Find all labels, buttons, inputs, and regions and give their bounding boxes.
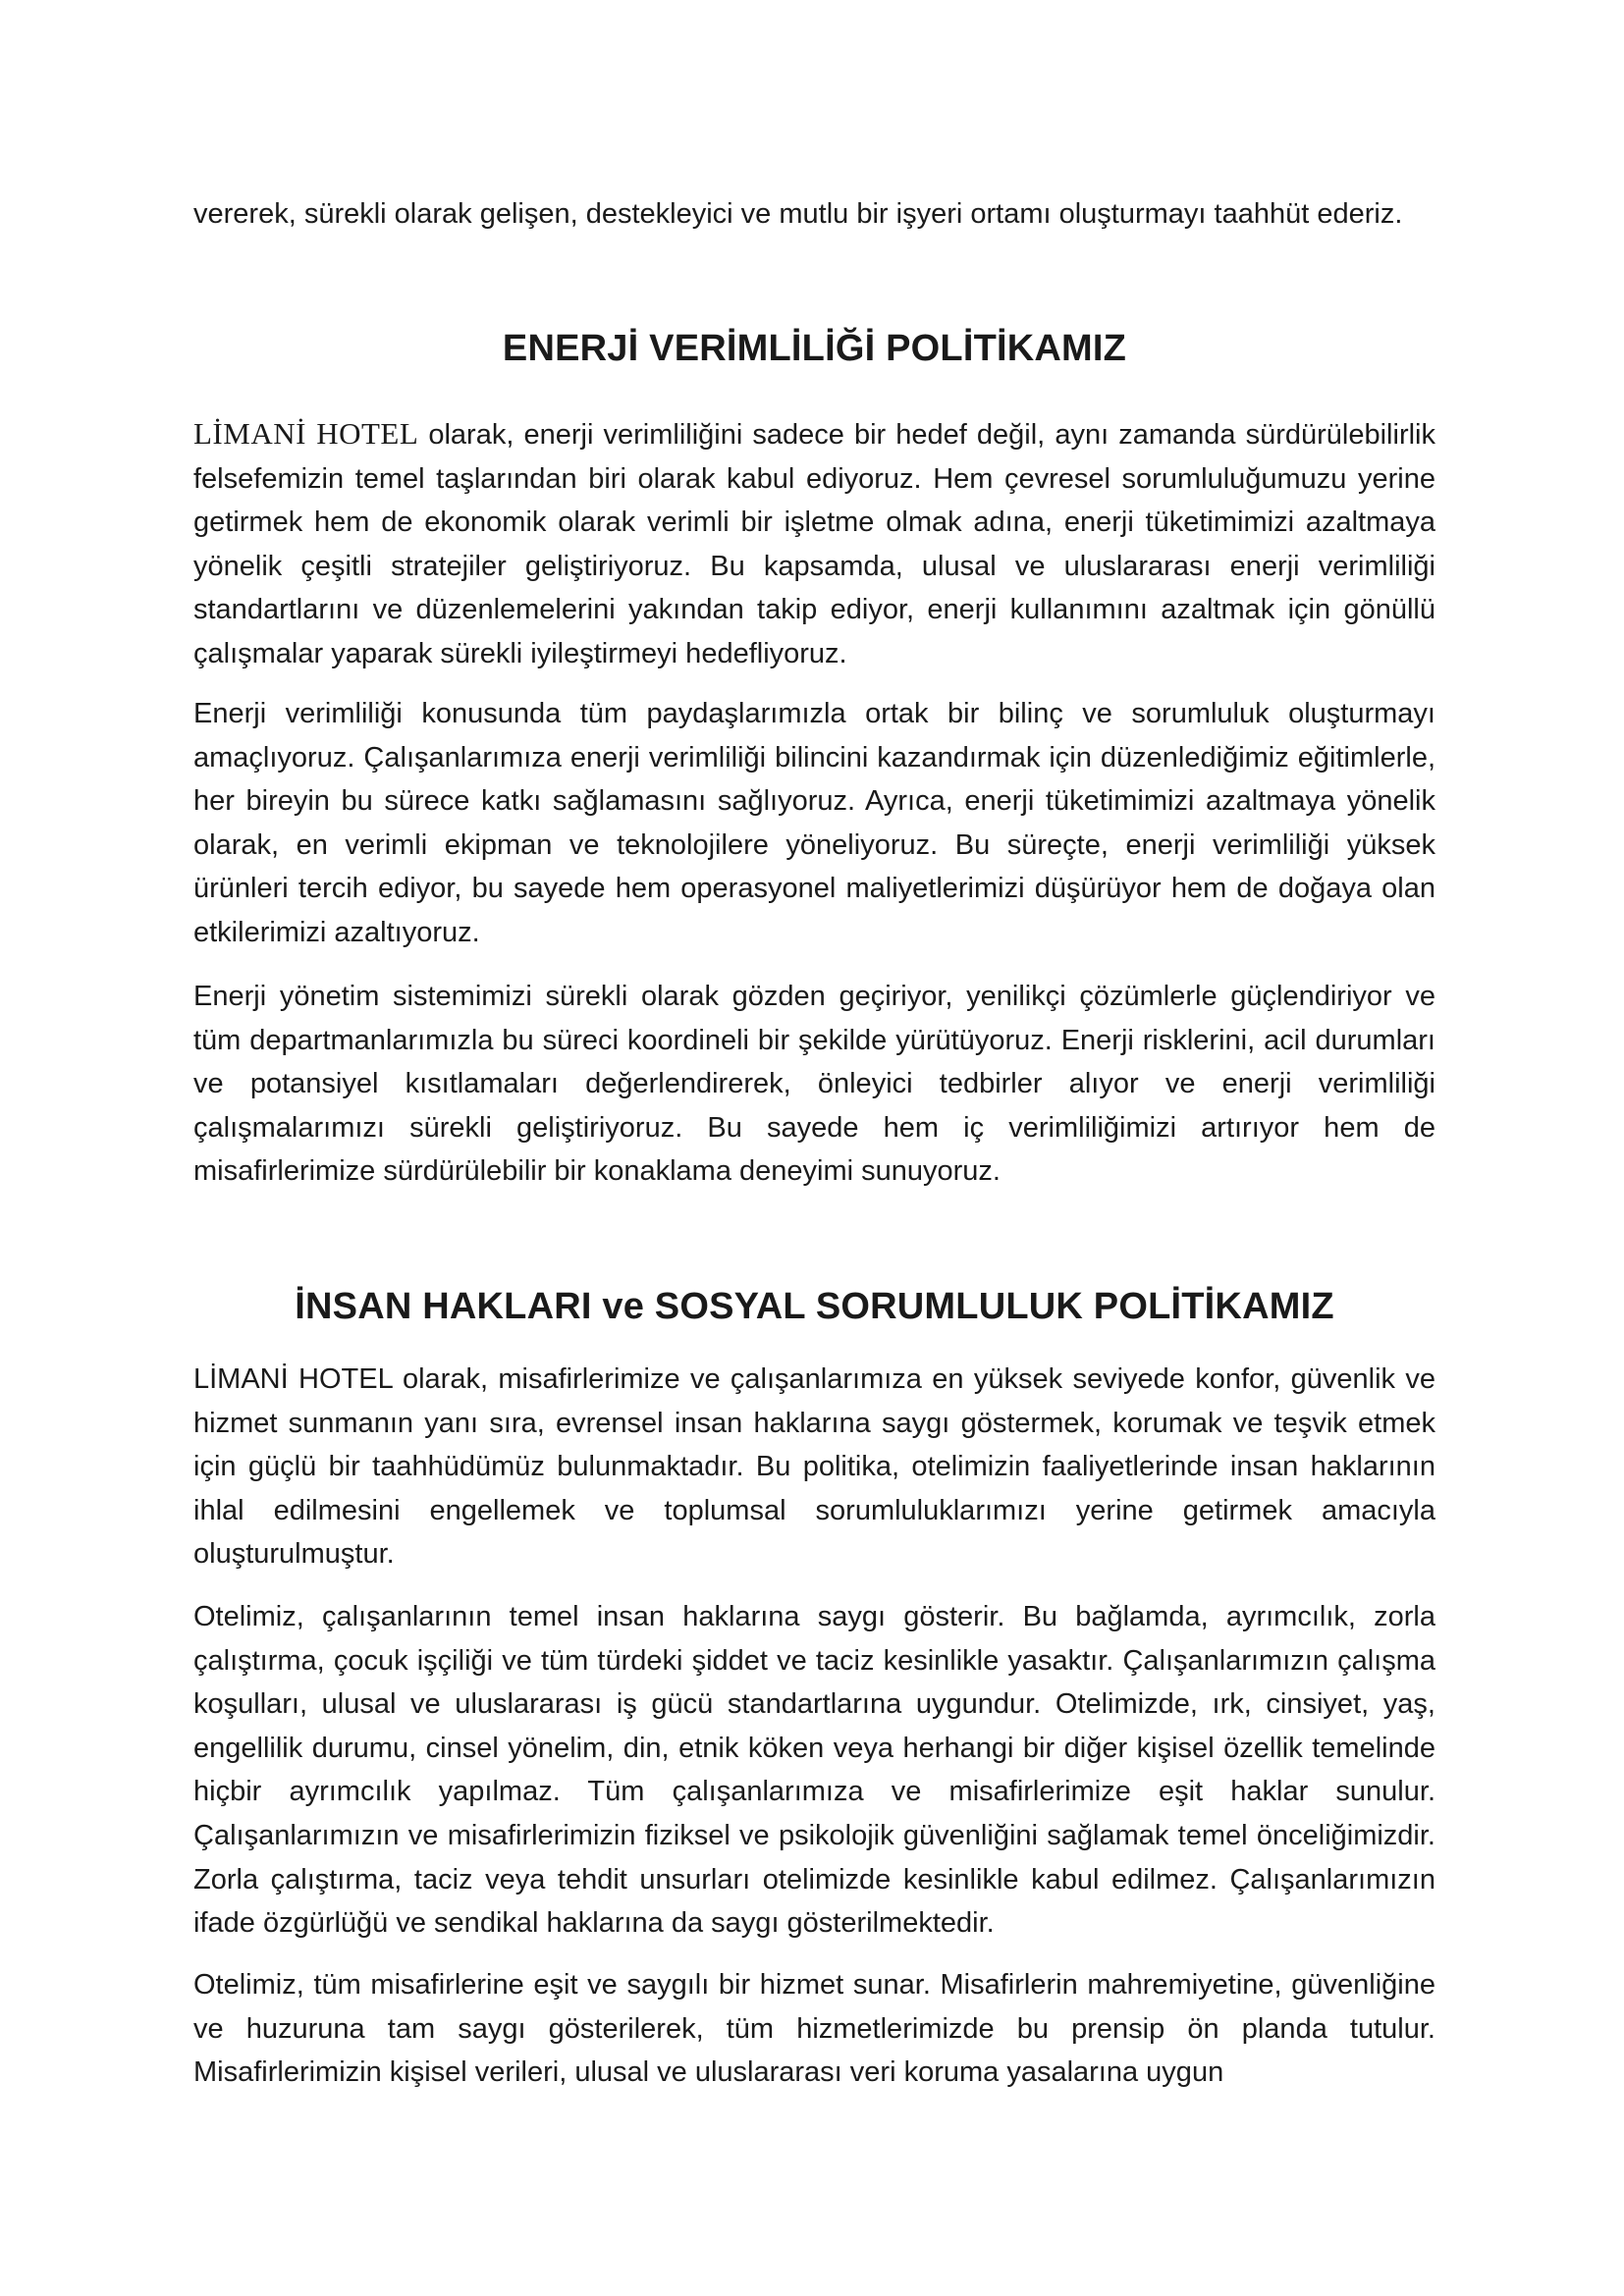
human-rights-paragraph-2: Otelimiz, çalışanlarının temel insan haklarına saygı gösterir. Bu bağlamda, ayrımcılık, zorla çalıştırma, çocuk işçiliği ve tüm türdeki şiddet ve taciz kesinlikle yasaktır. Çalışanlarımızın çalışma koşulları, ulusal ve uluslararası iş gücü standartlarına uygundur. Otelimizde, ırk, cinsiyet, yaş, engellilik durumu, cinsel yönelim, din, etnik köken veya herhangi bir diğer kişisel özellik temelinde hiçbir ayrımcılık yapılmaz. Tüm çalışanlarımıza ve misafirlerimize eşit haklar sunulur. Çalışanlarımızın ve misafirlerimizin fiziksel ve psikolojik güvenliğini sağlamak temel önceliğimizdir. Zorla çalıştırma, taciz veya tehdit unsurları otelimizde kesinlikle kabul edilmez. Çalışanlarımızın ifade özgürlüğü ve sendikal haklarına da saygı gösterilmektedir.	[193, 1601, 1435, 1940]
energy-section	[193, 412, 1435, 676]
human-rights-paragraph-3: Otelimiz, tüm misafirlerine eşit ve saygılı bir hizmet sunar. Misafirlerin mahremiyetine, güvenliğine ve huzuruna tam saygı gösterilerek, tüm hizmetlerimizde bu prensip ön planda tutulur. Misafirlerimizin kişisel verileri, ulusal ve uluslararası veri koruma yasalarına uygun	[193, 1969, 1435, 2089]
energy-paragraph-1-text: olarak, enerji verimliliğini sadece bir hedef değil, aynı zamanda sürdürülebilirlik felsefemizin temel taşlarından biri olarak kabul ediyoruz. Hem çevresel sorumluluğumuzu yerine getirmek hem de ekonomik olarak verimli bir işletme olmak adına, enerji tüketimimizi azaltmaya yönelik çeşitli stratejiler geliştiriyoruz. Bu kapsamda, ulusal ve uluslararası enerji verimliliği standartlarını ve düzenlemelerini yakından takip ediyor, enerji kullanımını azaltmak için gönüllü çalışmalar yaparak sürekli iyileştirmeyi hedefliyoruz.	[193, 419, 1435, 669]
energy-section-2	[193, 692, 1435, 955]
human-rights-paragraph-1: LİMANİ HOTEL olarak, misafirlerimize ve çalışanlarımıza en yüksek seviyede konfor, güvenlik ve hizmet sunmanın yanı sıra, evrensel insan haklarına saygı göstermek, korumak ve teşvik etmek için güçlü bir taahhüdümüz bulunmaktadır. Bu politika, otelimizin faaliyetlerinde insan haklarının ihlal edilmesini engellemek ve toplumsal sorumluluklarımızı yerine getirmek amacıyla oluşturulmuştur.	[193, 1363, 1435, 1571]
energy-paragraph-2: Enerji verimliliği konusunda tüm paydaşlarımızla ortak bir bilinç ve sorumluluk oluşturmayı amaçlıyoruz. Çalışanlarımıza enerji verimliliği bilincini kazandırmak için düzenlediğimiz eğitimlerle, her bireyin bu sürece katkı sağlamasını sağlıyoruz. Ayrıca, enerji tüketimimizi azaltmaya yönelik olarak, en verimli ekipman ve teknolojilere yöneliyoruz. Bu süreçte, enerji verimliliği yüksek ürünleri tercih ediyor, bu sayede hem operasyonel maliyetlerimizi düşürüyor hem de doğaya olan etkilerimizi azaltıyoruz.	[193, 698, 1435, 948]
brand-name: LİMANİ HOTEL	[193, 416, 419, 451]
intro-section	[193, 192, 1435, 237]
energy-section-3	[193, 975, 1435, 1194]
human-rights-section	[193, 1358, 1435, 1576]
energy-paragraph-1	[193, 412, 1435, 676]
human-rights-section-header	[193, 1282, 1435, 1331]
human-rights-section-2	[193, 1595, 1435, 1946]
energy-heading: ENERJİ VERİMLİLİĞİ POLİTİKAMIZ	[502, 328, 1127, 369]
human-rights-heading: İNSAN HAKLARI ve SOSYAL SORUMLULUK POLİTİKAMIZ	[295, 1286, 1334, 1327]
page-content	[193, 0, 1435, 2296]
energy-section-header	[193, 324, 1435, 373]
energy-paragraph-3: Enerji yönetim sistemimizi sürekli olarak gözden geçiriyor, yenilikçi çözümlerle güçlendiriyor ve tüm departmanlarımızla bu süreci koordineli bir şekilde yürütüyoruz. Enerji risklerini, acil durumları ve potansiyel kısıtlamaları değerlendirerek, önleyici tedbirler alıyor ve enerji verimliliği çalışmalarımızı sürekli geliştiriyoruz. Bu sayede hem iç verimliliğimizi artırıyor hem de misafirlerimize sürdürülebilir bir konaklama deneyimi sunuyoruz.	[193, 981, 1435, 1188]
human-rights-section-3	[193, 1963, 1435, 2095]
intro-paragraph: vererek, sürekli olarak gelişen, destekleyici ve mutlu bir işyeri ortamı oluşturmayı taahhüt ederiz.	[193, 198, 1403, 230]
